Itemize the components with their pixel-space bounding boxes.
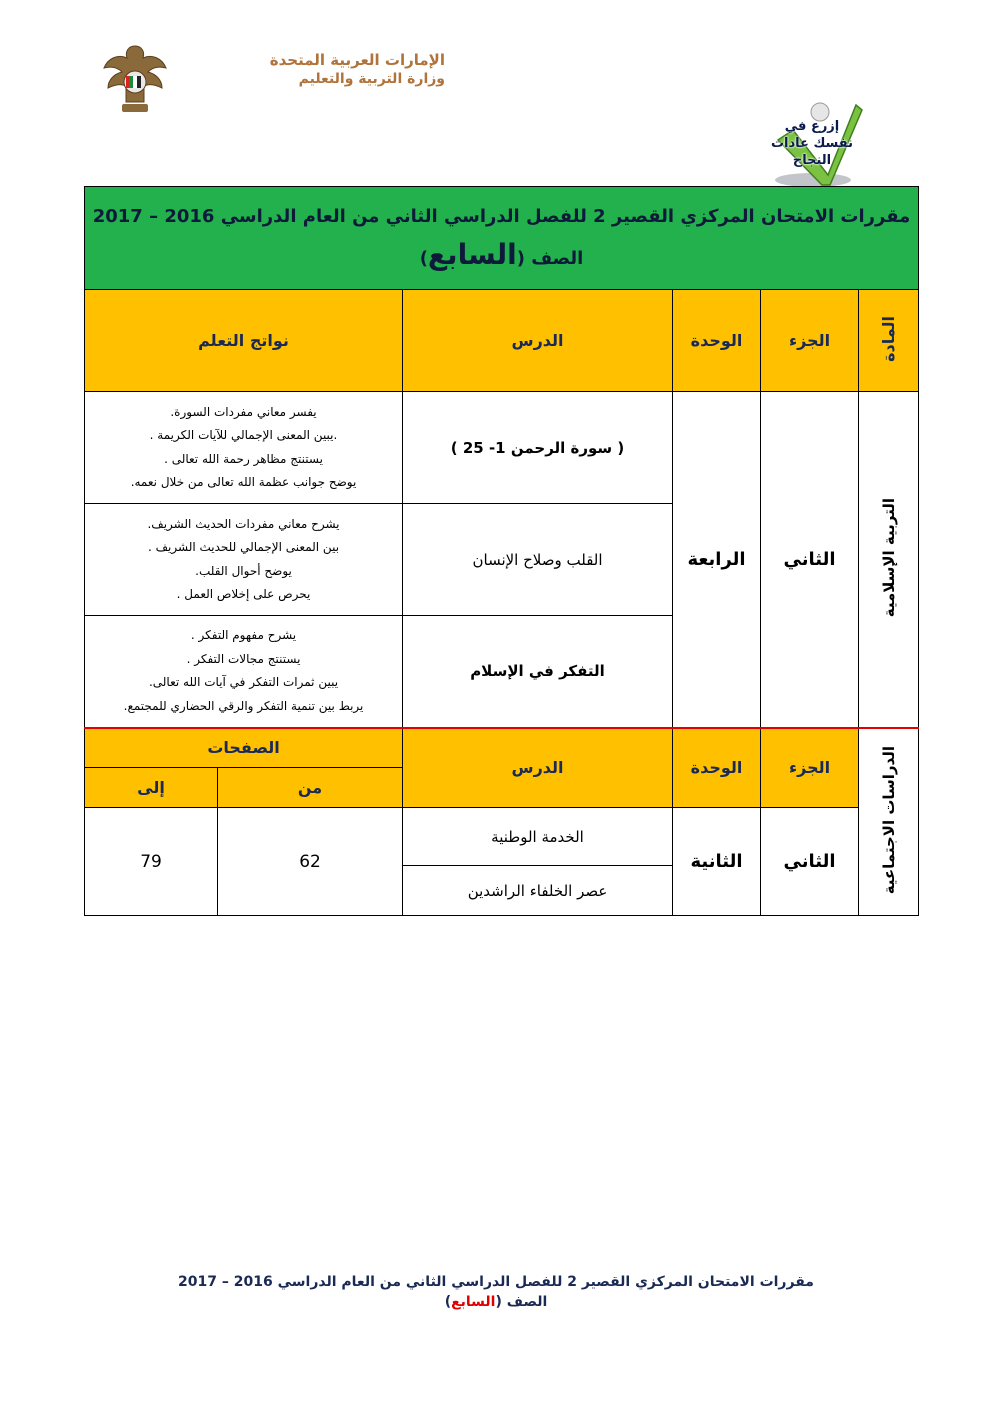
outcome-item: .يبين المعنى الإجمالي للآيات الكريمة .	[149, 428, 338, 442]
outcome-item: يستنتج مظاهر رحمة الله تعالى .	[164, 451, 323, 466]
col-lesson-header: الدرس	[403, 290, 673, 392]
part-social: الثاني	[761, 808, 859, 916]
page-from: 62	[218, 808, 403, 916]
unit-social: الثانية	[673, 808, 761, 916]
col-outcomes-header: نواتج التعلم	[85, 290, 403, 392]
ministry-logo	[100, 40, 480, 120]
subject-social: الدراسات الاجتماعية	[859, 728, 919, 916]
grade-prefix: الصف	[531, 248, 584, 269]
outcome-item: يشرح معاني مفردات الحديث الشريف.	[147, 516, 340, 531]
footer-grade-prefix: الصف	[506, 1294, 548, 1310]
lesson-outcomes	[85, 392, 403, 504]
social-unit-header: الوحدة	[673, 728, 761, 808]
pages-header: الصفحات	[85, 728, 403, 768]
lesson-title: الخدمة الوطنية	[403, 808, 673, 866]
ministry-name: الإمارات العربية المتحدة	[269, 51, 445, 69]
title-cell	[85, 187, 919, 290]
outcome-item: يفسر معاني مفردات السورة.	[170, 404, 317, 419]
pages-to-header: إلى	[85, 768, 218, 808]
ministry-department: وزارة التربية والتعليم	[298, 71, 445, 87]
col-subject-header: المادة	[859, 290, 919, 392]
footer-grade-name: السابع	[451, 1294, 496, 1310]
outcome-item: بين المعنى الإجمالي للحديث الشريف .	[147, 540, 340, 554]
footer-title: مقررات الامتحان المركزي القصير 2 للفصل الدراسي الثاني من العام الدراسي 2016 – 2017	[178, 1274, 814, 1290]
lesson-outcomes	[85, 616, 403, 728]
outcome-item: يوضح أحوال القلب.	[195, 563, 292, 578]
page-footer	[0, 1272, 992, 1312]
pages-from-header: من	[218, 768, 403, 808]
part-islamic: الثاني	[761, 392, 859, 728]
uae-emblem-icon	[100, 40, 170, 120]
lesson-title: القلب وصلاح الإنسان	[403, 504, 673, 616]
col-unit-header: الوحدة	[673, 290, 761, 392]
table-row	[85, 808, 919, 866]
outcome-item: يستنتج مجالات التفكر .	[186, 651, 301, 666]
schedule-table	[84, 186, 919, 916]
motto-text: إزرع في نفسك عادات النجاح	[770, 119, 854, 168]
outcome-item: يحرص على إخلاص العمل .	[176, 587, 311, 601]
social-lesson-header: الدرس	[403, 728, 673, 808]
lesson-title: التفكر في الإسلام	[403, 616, 673, 728]
outcome-item: يوضح جوانب عظمة الله تعالى من خلال نعمه.	[130, 475, 357, 489]
subject-islamic: التربية الإسلامية	[859, 392, 919, 728]
outcome-item: يربط بين تنمية التفكر والرقي الحضاري للمجتمع.	[123, 698, 364, 713]
grade-name: السابع	[427, 238, 517, 271]
lesson-outcomes	[85, 504, 403, 616]
col-part-header: الجزء	[761, 290, 859, 392]
outcome-item: يشرح مفهوم التفكر .	[190, 628, 297, 643]
lesson-title: عصر الخلفاء الراشدين	[403, 866, 673, 916]
footer-grade: الصف (السابع)	[444, 1294, 548, 1310]
exam-title: مقررات الامتحان المركزي القصير 2 للفصل الدراسي الثاني من العام الدراسي 2016 – 2017	[92, 206, 911, 227]
table-row	[85, 392, 919, 504]
page-to: 79	[85, 808, 218, 916]
motto-badge	[758, 100, 868, 190]
social-part-header: الجزء	[761, 728, 859, 808]
lesson-title: ( سورة الرحمن 1- 25 )	[403, 392, 673, 504]
grade-title: الصف (السابع)	[419, 238, 584, 271]
unit-islamic: الرابعة	[673, 392, 761, 728]
outcome-item: يبين ثمرات التفكر في آيات الله تعالى.	[148, 675, 339, 690]
